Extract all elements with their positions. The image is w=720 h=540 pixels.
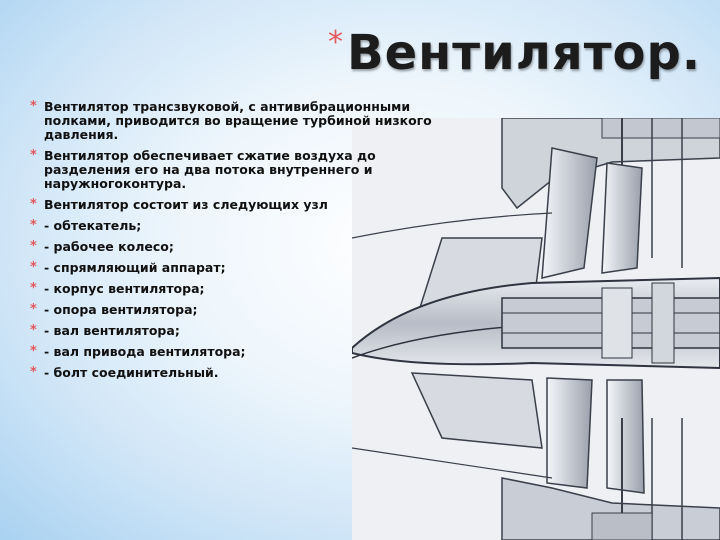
list-item-text: - рабочее колесо; [44, 239, 174, 254]
list-item [30, 282, 480, 296]
list-item [30, 240, 480, 254]
list-item [30, 149, 420, 191]
bullet-star-icon: * [30, 197, 37, 212]
list-item [30, 219, 480, 233]
list-item [30, 100, 480, 142]
page-title: Вентилятор. [347, 25, 702, 81]
list-item-text: - спрямляющий аппарат; [44, 260, 226, 275]
list-item [30, 324, 480, 338]
list-item [30, 261, 480, 275]
list-item [30, 198, 480, 212]
list-item-text: Вентилятор состоит из следующих узл [44, 197, 328, 212]
list-item-text: - обтекатель; [44, 218, 142, 233]
title-star-icon: * [328, 25, 343, 60]
bullet-star-icon: * [30, 99, 37, 114]
list-item-text: - болт соединительный. [44, 365, 219, 380]
list-item-text: - вал привода вентилятора; [44, 344, 246, 359]
list-item [30, 303, 480, 317]
bullet-star-icon: * [30, 365, 37, 380]
title [328, 22, 701, 92]
bullet-star-icon: * [30, 218, 37, 233]
list-item-text: - вал вентилятора; [44, 323, 180, 338]
list-item [30, 345, 480, 359]
bullet-star-icon: * [30, 323, 37, 338]
bullet-list [30, 100, 480, 387]
list-item-text: - опора вентилятора; [44, 302, 198, 317]
bullet-star-icon: * [30, 302, 37, 317]
bullet-star-icon: * [30, 260, 37, 275]
bullet-star-icon: * [30, 281, 37, 296]
list-item-text: - корпус вентилятора; [44, 281, 205, 296]
bullet-star-icon: * [30, 239, 37, 254]
list-item-text: Вентилятор трансзвуковой, с антивибрационными полками, приводится во вращение турбиной низкого давления. [44, 99, 432, 142]
bullet-star-icon: * [30, 148, 37, 163]
bullet-star-icon: * [30, 344, 37, 359]
list-item [30, 366, 480, 380]
list-item-text: Вентилятор обеспечивает сжатие воздуха до разделения его на два потока внутреннего и наружногоконтура. [44, 148, 376, 191]
